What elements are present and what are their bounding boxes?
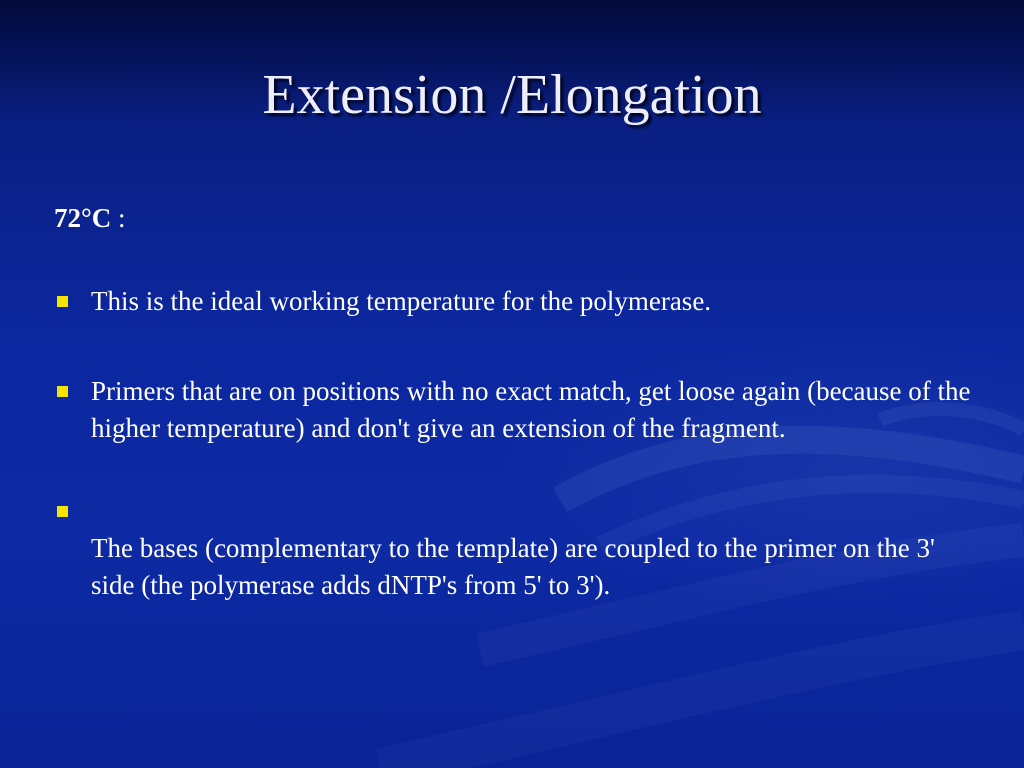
slide-title: Extension /Elongation	[262, 64, 762, 126]
bullet-text: Primers that are on positions with no exact match, get loose again (because of the higher temperature) and don't give an extension of the fragment.	[91, 376, 971, 443]
bullet-item-1	[54, 283, 979, 320]
bullet-text: The bases (complementary to the template) are coupled to the primer on the 3' side (the polymerase adds dNTP's from 5' to 3').	[91, 533, 935, 600]
bullet-square-icon	[57, 296, 68, 307]
bullet-item-3	[54, 493, 979, 604]
bullet-item-2	[54, 373, 979, 447]
bullet-square-icon	[57, 386, 68, 397]
bullet-square-icon	[57, 506, 68, 517]
temperature-suffix: :	[111, 203, 126, 233]
bullet-text: This is the ideal working temperature for the polymerase.	[91, 286, 712, 316]
temperature-heading	[54, 201, 126, 235]
temperature-value: 72°C	[54, 203, 112, 233]
